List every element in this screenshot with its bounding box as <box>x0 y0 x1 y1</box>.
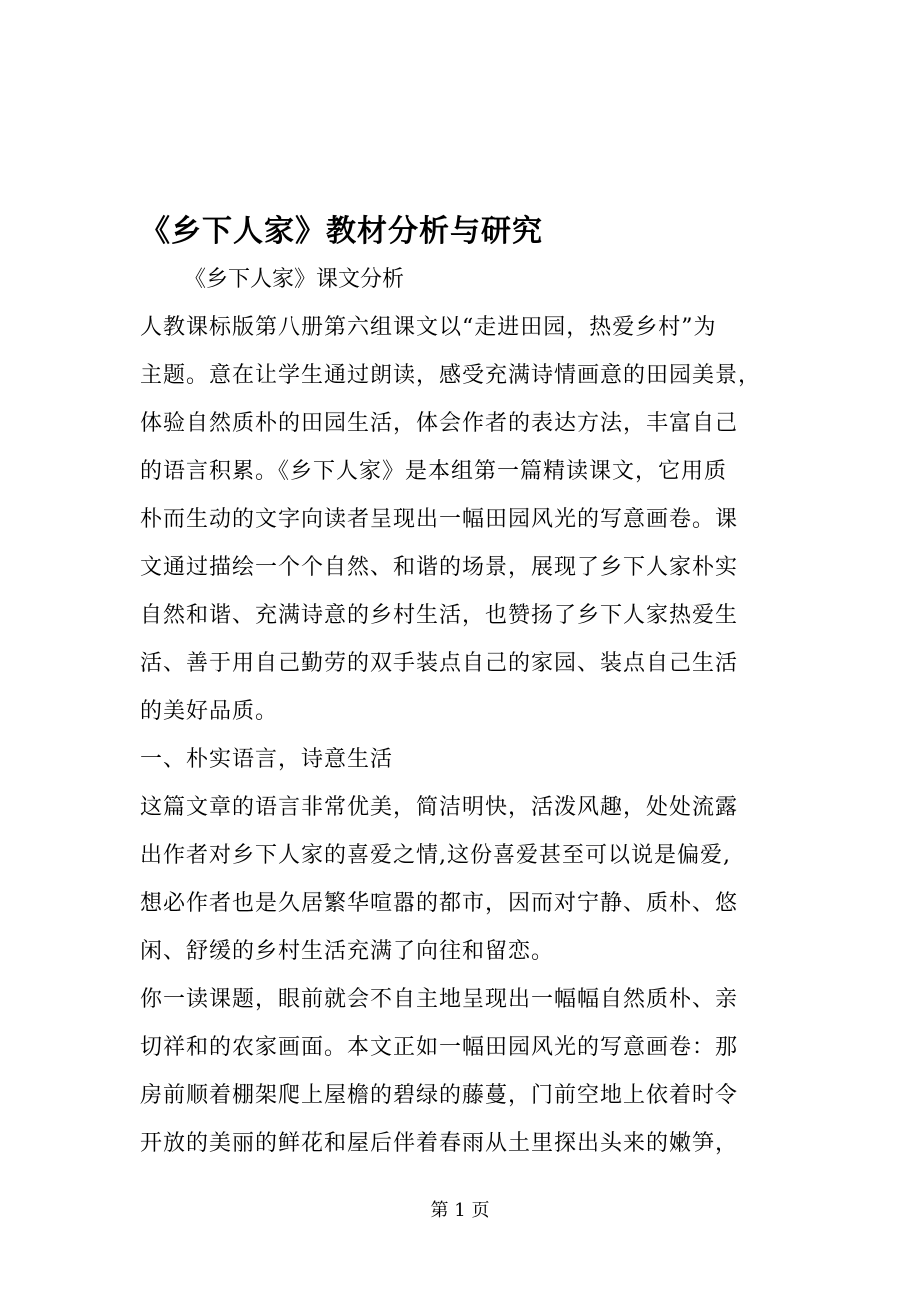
section-paragraph-1 <box>140 784 786 976</box>
section-paragraph-2 <box>140 976 786 1168</box>
paragraph-line: 文通过描绘一个个自然、和谐的场景，展现了乡下人家朴实 <box>140 555 739 580</box>
document-subtitle: 《乡下人家》课文分析 <box>184 267 405 292</box>
paragraph-line: 活、善于用自己勤劳的双手装点自己的家园、装点自己生活 <box>140 651 739 676</box>
paragraph-line: 体验自然质朴的田园生活，体会作者的表达方法，丰富自己 <box>140 411 739 436</box>
document-title: 《乡下人家》教材分析与研究 <box>140 214 543 249</box>
paragraph-line: 出作者对乡下人家的喜爱之情,这份喜爱甚至可以说是偏爱, <box>140 843 731 868</box>
section-heading: 一、朴实语言，诗意生活 <box>140 747 394 772</box>
paragraph-line: 房前顺着棚架爬上屋檐的碧绿的藤蔓，门前空地上依着时令 <box>140 1083 739 1108</box>
paragraph-line: 朴而生动的文字向读者呈现出一幅田园风光的写意画卷。课 <box>140 507 739 532</box>
page-number: 第 1 页 <box>430 1200 490 1221</box>
paragraph-line: 切祥和的农家画面。本文正如一幅田园风光的写意画卷：那 <box>140 1035 739 1060</box>
paragraph-line: 的语言积累。《乡下人家》是本组第一篇精读课文，它用质 <box>140 459 728 484</box>
paragraph-line: 主题。意在让学生通过朗读，感受充满诗情画意的田园美景， <box>140 363 762 388</box>
paragraph-line: 的美好品质。 <box>140 699 279 724</box>
paragraph-line: 你一读课题，眼前就会不自主地呈现出一幅幅自然质朴、亲 <box>140 987 739 1012</box>
paragraph-line: 开放的美丽的鲜花和屋后伴着春雨从土里探出头来的嫩笋， <box>140 1131 739 1156</box>
paragraph-line: 自然和谐、充满诗意的乡村生活，也赞扬了乡下人家热爱生 <box>140 603 739 628</box>
paragraph-line: 人教课标版第八册第六组课文以“走进田园，热爱乡村”为 <box>140 315 717 340</box>
paragraph-line: 闲、舒缓的乡村生活充满了向往和留恋。 <box>140 939 555 964</box>
intro-paragraph <box>140 304 786 736</box>
document-body <box>140 208 786 1168</box>
paragraph-line: 想必作者也是久居繁华喧嚣的都市，因而对宁静、质朴、悠 <box>140 891 739 916</box>
paragraph-line: 这篇文章的语言非常优美，简洁明快，活泼风趣，处处流露 <box>140 795 739 820</box>
